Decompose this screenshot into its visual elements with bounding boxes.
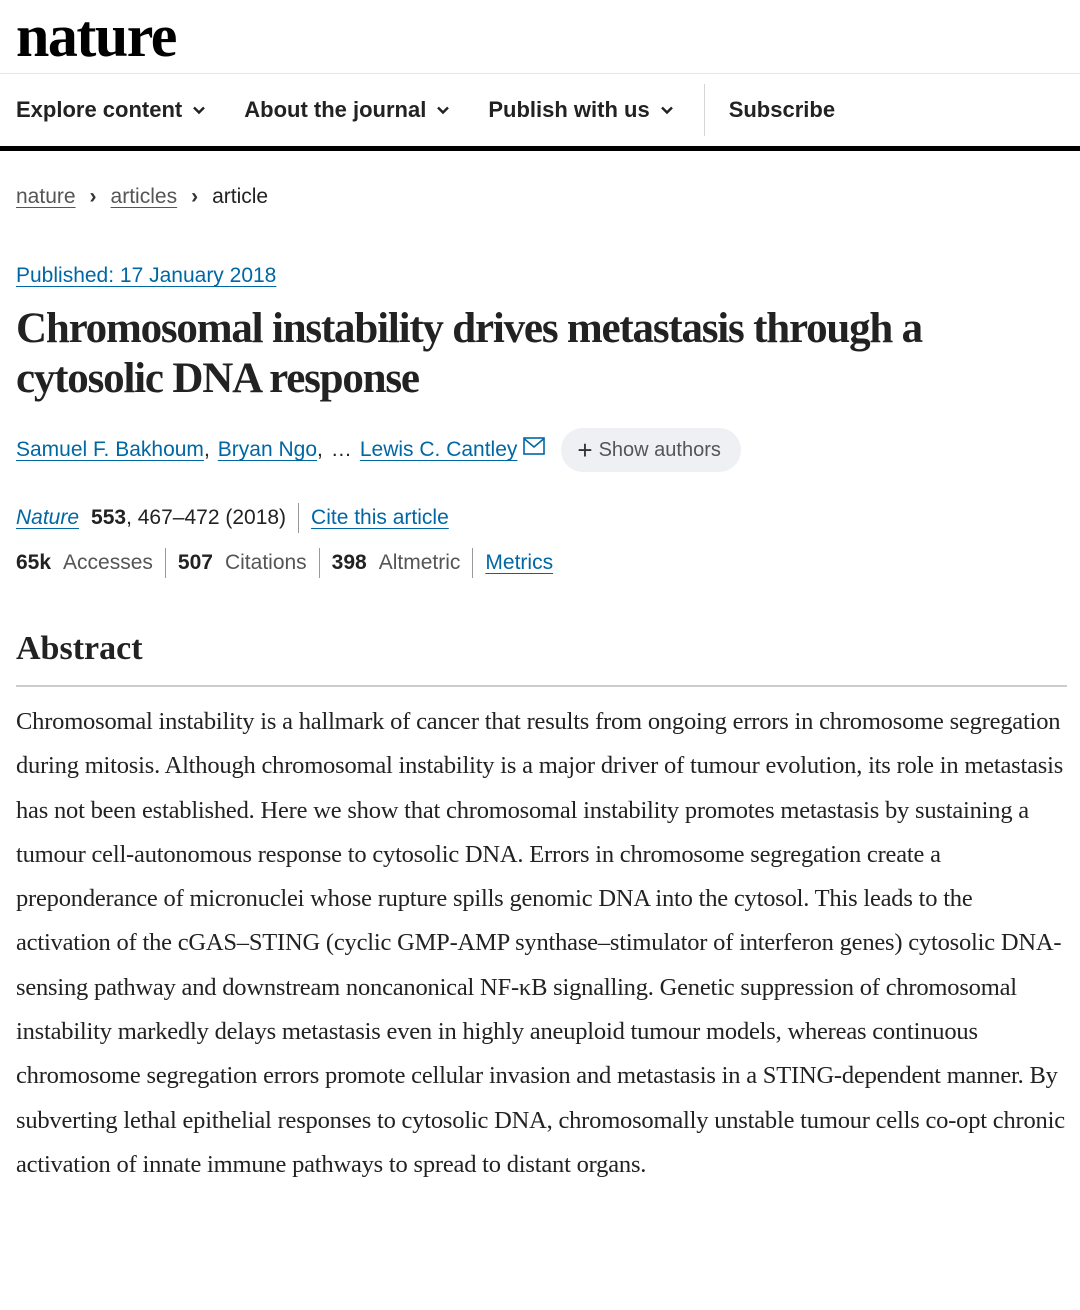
main-nav (0, 73, 1080, 151)
abstract-text: Chromosomal instability is a hallmark of cancer that results from ongoing errors in chromosome segregation during mitosis. Although chromosomal instability is a major driver of tumour evolution, its role in metastasis has not been established. Here we show that chromosomal instability promotes metastasis by sustaining a tumour cell-autonomous response to cytosolic DNA. Errors in chromosome segregation create a preponderance of micronuclei whose rupture spills genomic DNA into the cytosol. This leads to the activation of the cGAS–STING (cyclic GMP-AMP synthase–stimulator of interferon genes) cytosolic DNA-sensing pathway and downstream noncanonical NF-κB signalling. Genetic suppression of chromosomal instability markedly delays metastasis even in highly aneuploid tumour models, whereas continuous chromosome segregation errors promote cellular invasion and metastasis in a STING-dependent manner. By subverting lethal epithelial responses to cytosolic DNA, chromosomally unstable tumour cells co-opt chronic activation of innate immune pathways to spread to distant organs. (16, 708, 1065, 1178)
author-link[interactable]: Samuel F. Bakhoum (16, 438, 204, 461)
altmetric-score: 398 (331, 551, 367, 574)
author-list (16, 428, 741, 472)
author-link[interactable]: Lewis C. Cantley (359, 438, 518, 461)
metrics-link[interactable]: Metrics (485, 551, 554, 574)
volume: 553 (91, 506, 127, 529)
breadcrumb-separator-icon: › (191, 185, 199, 208)
subscribe-link[interactable]: Subscribe (728, 97, 836, 122)
nav-item-label: Explore content (16, 97, 183, 122)
breadcrumb-separator-icon: › (89, 185, 97, 208)
pages-year: , 467–472 (2018) (126, 506, 287, 529)
abstract-heading: Abstract (16, 630, 143, 667)
nav-item-label: Publish with us (488, 97, 650, 122)
altmetric-label: Altmetric (378, 551, 461, 574)
cite-this-article-link[interactable]: Cite this article (311, 506, 449, 529)
breadcrumb-nature[interactable]: nature (16, 185, 76, 208)
chevron-down-icon (660, 103, 674, 117)
show-authors-button[interactable] (561, 428, 740, 472)
author-separator: , (203, 438, 210, 461)
nav-item-label: About the journal (244, 97, 427, 122)
nav-divider (704, 84, 705, 136)
author-ellipsis: … (330, 438, 352, 461)
nature-logo[interactable]: nature (16, 3, 176, 69)
published-date-link[interactable]: Published: 17 January 2018 (16, 264, 277, 287)
author-separator: , (317, 438, 323, 461)
breadcrumb-current: article (212, 185, 269, 208)
chevron-down-icon (436, 103, 450, 117)
nav-about-the-journal[interactable] (244, 97, 450, 123)
citations-label: Citations (224, 551, 307, 574)
chevron-down-icon (192, 103, 206, 117)
metrics-divider (165, 548, 166, 578)
journal-link[interactable]: Nature (16, 506, 80, 529)
abstract-divider (16, 685, 1067, 687)
article-title: Chromosomal instability drives metastasis through a cytosolic DNA response (16, 305, 922, 402)
plus-icon: + (577, 435, 593, 465)
metrics-divider (319, 548, 320, 578)
accesses-count: 65k (16, 551, 52, 574)
author-link[interactable]: Bryan Ngo (217, 438, 317, 461)
breadcrumb (16, 185, 268, 209)
metrics-divider (472, 548, 473, 578)
nav-publish-with-us[interactable] (488, 97, 673, 123)
breadcrumb-articles[interactable]: articles (110, 185, 178, 208)
header (0, 0, 1080, 72)
mail-icon[interactable] (523, 437, 545, 455)
article-metrics (16, 548, 553, 578)
show-authors-label: Show authors (598, 438, 721, 461)
accesses-label: Accesses (63, 551, 153, 574)
citation-divider (298, 503, 299, 533)
citation-line (16, 503, 449, 533)
nav-explore-content[interactable] (16, 97, 206, 123)
citations-count: 507 (177, 551, 213, 574)
